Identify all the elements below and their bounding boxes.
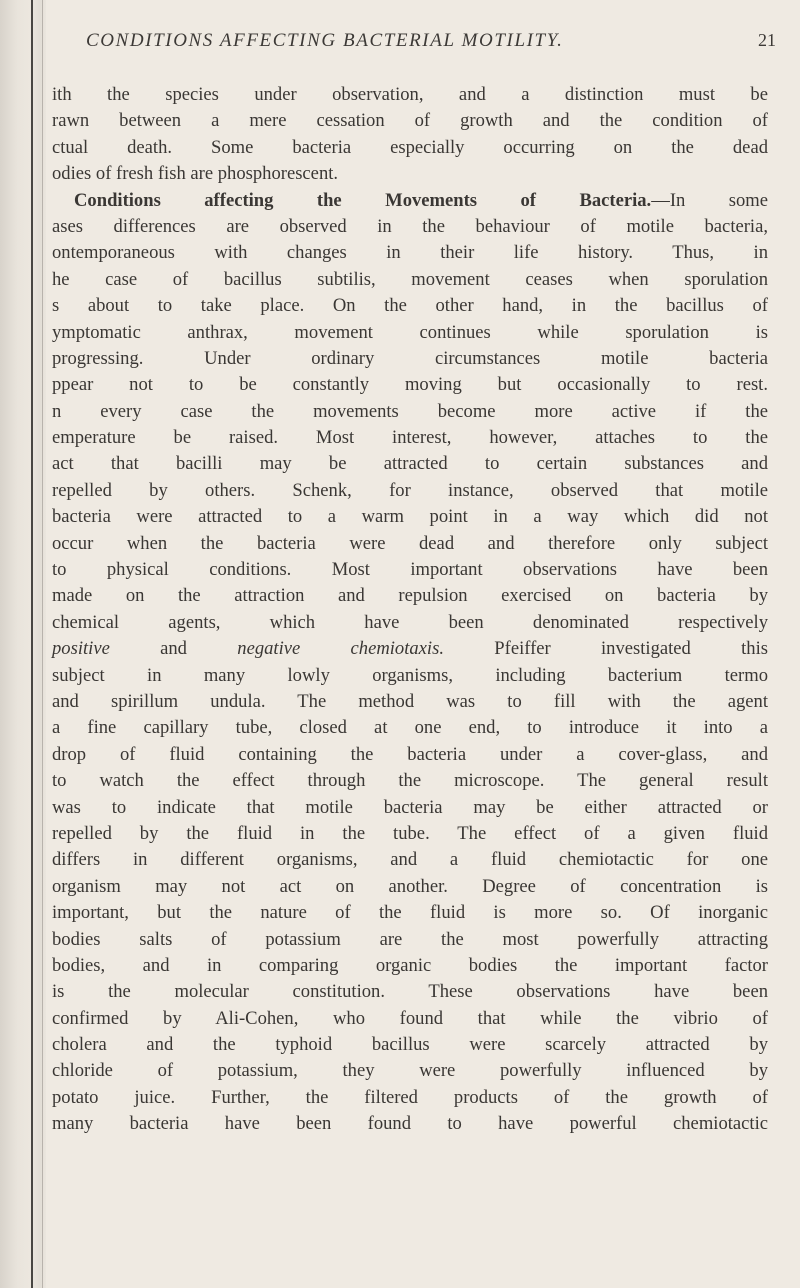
text-run: and [109, 638, 238, 660]
text-line: bodies salts of potassium are the most powerfully attracting [52, 928, 768, 950]
text-run: Pfeiffer investigated this [444, 638, 768, 660]
text-line: chloride of potassium, they were powerfully influenced by [52, 1060, 768, 1082]
italic-term: positive [52, 638, 110, 660]
italic-term: negative chemiotaxis. [237, 638, 444, 660]
text-line: subject in many lowly organisms, including bacterium termo [52, 664, 768, 686]
text-line: potato juice. Further, the filtered products of the growth of [52, 1086, 768, 1108]
text-line: made on the attraction and repulsion exercised on bacteria by [52, 585, 768, 607]
text-line: bodies, and in comparing organic bodies the important factor [52, 954, 768, 976]
page-edge-line [42, 0, 43, 1288]
text-line: and spirillum undula. The method was to fill with the agent [52, 690, 768, 712]
text-line: to watch the effect through the microscope. The general result [52, 770, 768, 792]
text-line: chemical agents, which have been denominated respectively [52, 611, 768, 633]
text-line: to physical conditions. Most important observations have been [52, 559, 768, 581]
text-line: progressing. Under ordinary circumstances motile bacteria [52, 347, 768, 369]
text-line: cholera and the typhoid bacillus were scarcely attracted by [52, 1034, 768, 1056]
page-number: 21 [758, 30, 776, 50]
text-line: important, but the nature of the fluid is more so. Of inorganic [52, 902, 768, 924]
text-line: ontemporaneous with changes in their life history. Thus, in [52, 242, 768, 264]
text-line: confirmed by Ali-Cohen, who found that while the vibrio of [52, 1007, 768, 1029]
section-heading: Conditions affecting the Movements of Bacteria. [74, 189, 652, 211]
page-fold-shadow [31, 0, 33, 1288]
text-line: differs in different organisms, and a fluid chemiotactic for one [52, 849, 768, 871]
text-line: ith the species under observation, and a distinction must be [52, 84, 768, 105]
text-line: ases differences are observed in the behaviour of motile bacteria, [52, 215, 768, 237]
text-line: occur when the bacteria were dead and therefore only subject [52, 532, 768, 554]
text-run: —In some [651, 189, 769, 211]
text-line: bacteria were attracted to a warm point in a way which did not [52, 506, 768, 528]
text-line: drop of fluid containing the bacteria under a cover-glass, and [52, 743, 768, 765]
text-line: ppear not to be constantly moving but occasionally to rest. [52, 374, 768, 396]
text-line: s about to take place. On the other hand, in the bacillus of [52, 295, 768, 317]
text-line [52, 636, 768, 662]
text-line: rawn between a mere cessation of growth and the condition of [52, 110, 768, 132]
section-heading-line [52, 188, 768, 214]
text-line: organism may not act on another. Degree of concentration is [52, 875, 768, 897]
text-line: repelled by others. Schenk, for instance, observed that motile [52, 479, 768, 501]
text-line: repelled by the fluid in the tube. The effect of a given fluid [52, 822, 768, 844]
text-line: ctual death. Some bacteria especially occurring on the dead [52, 136, 768, 158]
text-line: a fine capillary tube, closed at one end, to introduce it into a [52, 717, 768, 739]
book-gutter [0, 0, 46, 1288]
text-line: many bacteria have been found to have powerful chemiotactic [52, 1113, 768, 1135]
text-line: n every case the movements become more active if the [52, 400, 768, 422]
text-line: he case of bacillus subtilis, movement ceases when sporulation [52, 268, 768, 290]
text-line: odies of fresh fish are phosphorescent. [52, 163, 339, 185]
running-header [86, 30, 776, 56]
text-line: was to indicate that motile bacteria may be either attracted or [52, 796, 768, 818]
running-title: CONDITIONS AFFECTING BACTERIAL MOTILITY. [86, 30, 564, 51]
text-line: ymptomatic anthrax, movement continues while sporulation is [52, 321, 768, 343]
text-line: emperature be raised. Most interest, however, attaches to the [52, 427, 768, 449]
body-text [52, 82, 768, 1138]
text-line: act that bacilli may be attracted to certain substances and [52, 453, 768, 475]
text-line: is the molecular constitution. These observations have been [52, 981, 768, 1003]
